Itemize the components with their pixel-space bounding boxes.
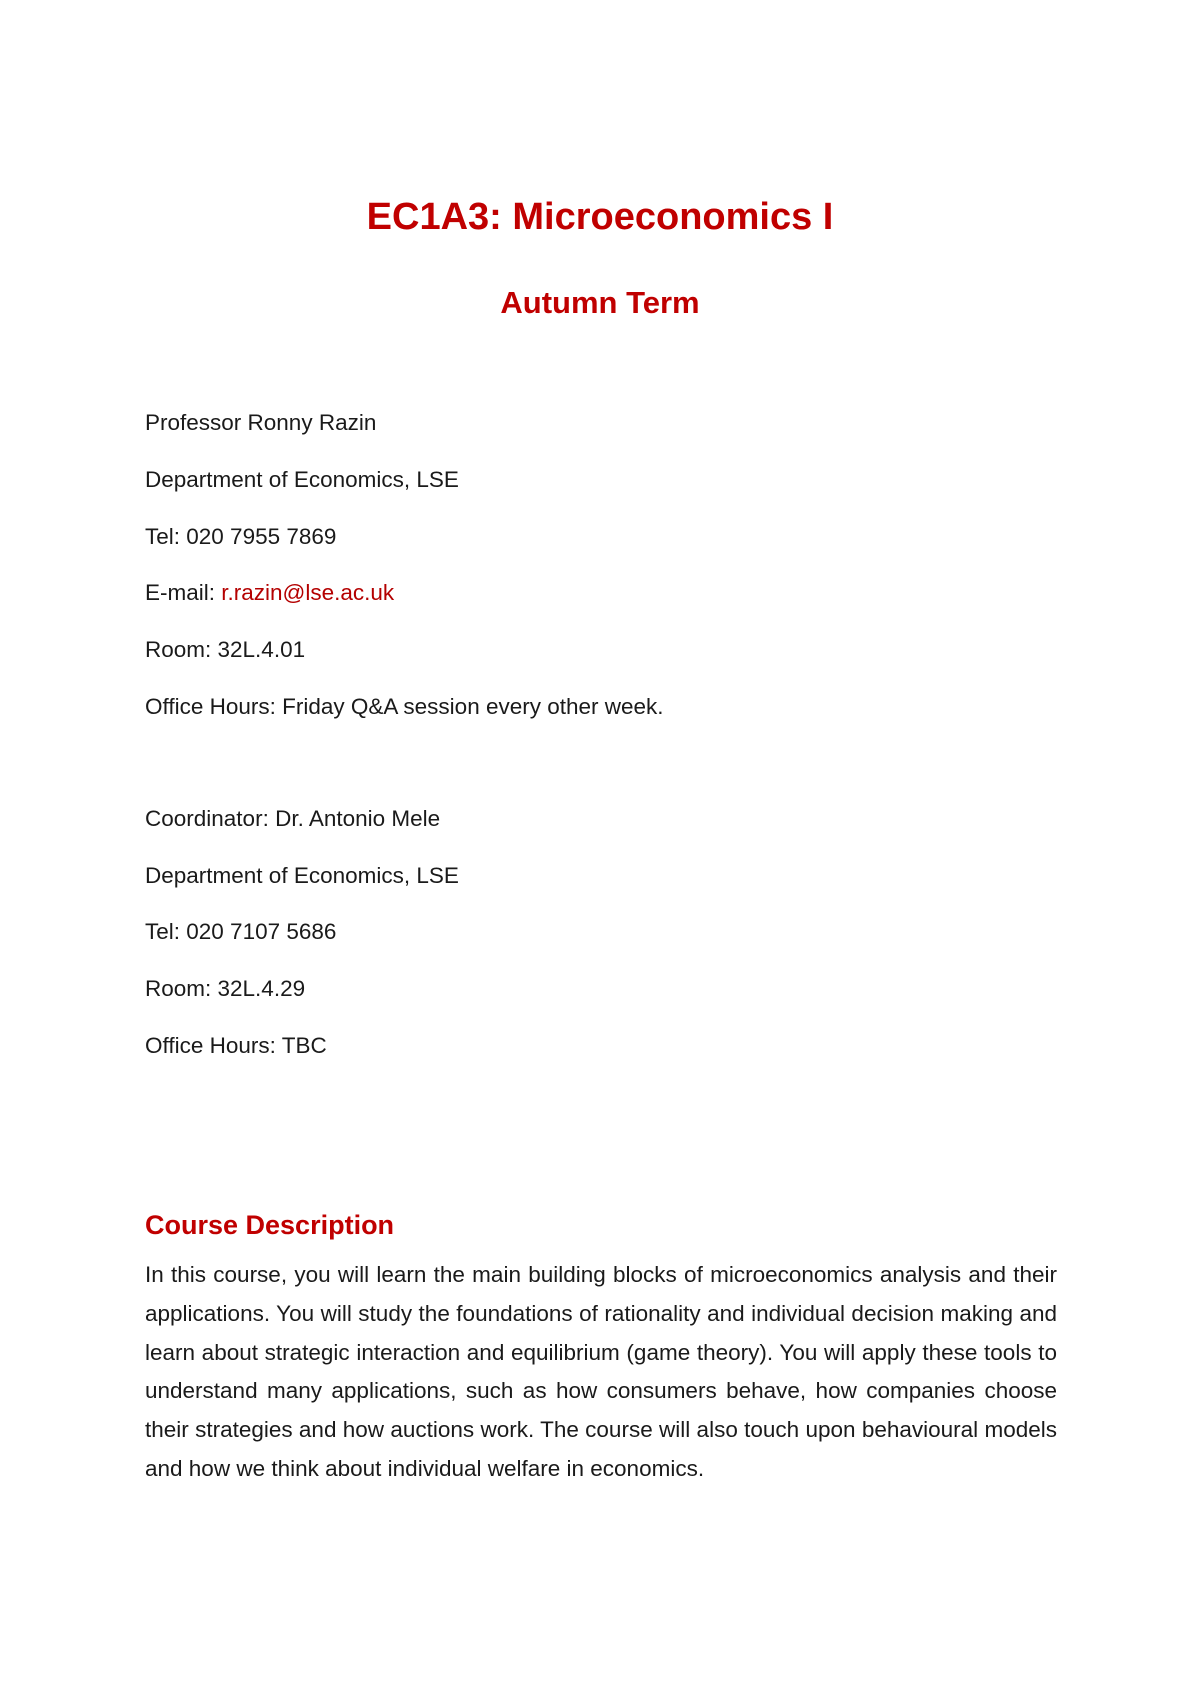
- coordinator-room: Room: 32L.4.29: [145, 976, 306, 1001]
- lecturer-email-line: [145, 579, 394, 607]
- coordinator-department: Department of Economics, LSE: [145, 863, 459, 888]
- coordinator-name: Coordinator: Dr. Antonio Mele: [145, 806, 441, 831]
- email-label: E-mail:: [145, 580, 222, 605]
- course-description-body: In this course, you will learn the main building blocks of microeconomics analysis and their applications. You will study the foundations of rationality and individual decision making and learn about strategic interaction and equilibrium (game theory). You will apply these tools to understand many applications, such as how consumers behave, how companies choose their strategies and how auctions work. The course will also touch upon behavioural models and how we think about individual welfare in economics.: [145, 1262, 1057, 1481]
- lecturer-name: Professor Ronny Razin: [145, 410, 377, 435]
- document-title: EC1A3: Microeconomics I: [366, 196, 834, 238]
- coordinator-tel: Tel: 020 7107 5686: [145, 919, 337, 944]
- lecturer-room: Room: 32L.4.01: [145, 637, 306, 662]
- lecturer-tel: Tel: 020 7955 7869: [145, 524, 337, 549]
- lecturer-email-link[interactable]: r.razin@lse.ac.uk: [221, 580, 395, 605]
- document-subtitle: Autumn Term: [500, 285, 700, 320]
- lecturer-department: Department of Economics, LSE: [145, 467, 459, 492]
- coordinator-office-hours: Office Hours: TBC: [145, 1033, 327, 1058]
- course-description-heading: Course Description: [145, 1210, 395, 1240]
- lecturer-office-hours: Office Hours: Friday Q&A session every other week.: [145, 694, 664, 719]
